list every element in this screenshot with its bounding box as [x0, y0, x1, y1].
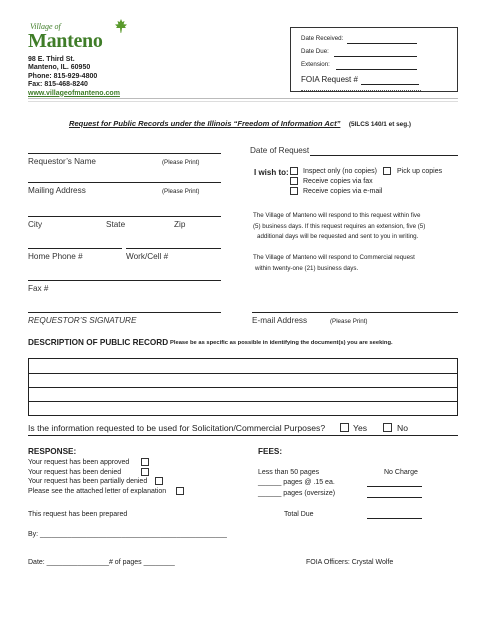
signature-label: REQUESTOR’S SIGNATURE — [28, 316, 137, 325]
commercial-notice — [253, 253, 415, 274]
city-label: City — [28, 220, 43, 229]
mailing-address-line[interactable] — [28, 182, 221, 183]
form-title-main: Request for Public Records under the Illinois “Freedom of Information Act” — [68, 119, 341, 128]
home-phone-line[interactable] — [28, 248, 122, 249]
commercial-no-checkbox[interactable] — [383, 423, 392, 432]
form-title-cite: (5ILCS 140/1 et seg.) — [348, 121, 412, 128]
copies-email-checkbox[interactable] — [290, 187, 298, 195]
foia-officers-label: FOIA Officers: Crystal Wolfe — [306, 559, 394, 566]
commercial-yes-checkbox[interactable] — [340, 423, 349, 432]
response-denied-label: Your request has been denied — [28, 469, 122, 476]
email-address-label: E-mail Address — [252, 316, 308, 325]
maple-leaf-icon — [114, 19, 128, 33]
total-due-line[interactable] — [367, 518, 422, 519]
zip-label: Zip — [174, 220, 186, 229]
inspect-only-checkbox[interactable] — [290, 167, 298, 175]
logo-script-text: Village of — [30, 22, 61, 31]
signature-line[interactable] — [28, 312, 221, 313]
fax-label: Fax # — [28, 284, 49, 293]
response-partially-denied-checkbox[interactable] — [155, 477, 163, 485]
foia-request-label: FOIA Request # — [301, 75, 358, 84]
requestor-name-line[interactable] — [28, 153, 221, 154]
date-of-request-line[interactable] — [310, 155, 458, 156]
dotted-cut-line — [301, 90, 421, 91]
description-row-divider-2 — [29, 387, 457, 388]
notice-1-line-2: (5) business days. If this request requires an extension, five (5) — [253, 222, 426, 230]
work-cell-line[interactable] — [126, 248, 221, 249]
fax-line-field[interactable] — [28, 280, 221, 281]
village-logo — [28, 22, 118, 54]
extension-label: Extension: — [301, 61, 330, 68]
description-row-divider-1 — [29, 373, 457, 374]
pages-15-field[interactable]: ______ pages @ .15 ea. — [258, 479, 335, 486]
office-use-box — [290, 27, 458, 92]
response-time-notice — [253, 211, 425, 243]
address-line-2: Manteno, IL. 60950 — [28, 64, 91, 72]
logo-name-text: Manteno — [28, 30, 103, 52]
city-state-zip-line[interactable] — [28, 216, 221, 217]
date-of-request-label: Date of Request — [250, 146, 310, 155]
commercial-question: Is the information requested to be used for Solicitation/Commercial Purposes? — [28, 423, 326, 433]
description-row-divider-3 — [29, 401, 457, 402]
commercial-no-label: No — [397, 423, 408, 433]
header-divider — [28, 98, 458, 99]
response-approved-label: Your request has been approved — [28, 459, 130, 466]
response-denied-checkbox[interactable] — [141, 468, 149, 476]
pages-oversize-amount-line[interactable] — [367, 497, 422, 498]
response-heading: RESPONSE: — [28, 447, 77, 456]
description-heading: DESCRIPTION OF PUBLIC RECORD — [28, 338, 169, 347]
date-received-line[interactable] — [347, 43, 417, 44]
phone-line: Phone: 815-929-4800 — [28, 72, 98, 80]
response-approved-checkbox[interactable] — [141, 458, 149, 466]
pages-oversize-field[interactable]: ______ pages (oversize) — [258, 490, 336, 497]
pages-15-amount-line[interactable] — [367, 486, 422, 487]
notice-2-line-2: within twenty-one (21) business days. — [255, 264, 359, 272]
request-prepared-label: This request has been prepared — [28, 511, 128, 518]
fax-line: Fax: 815-468-8240 — [28, 81, 88, 89]
commercial-divider — [28, 435, 458, 436]
inspect-only-label: Inspect only (no copies) — [303, 168, 377, 175]
no-charge-label: No Charge — [384, 469, 418, 476]
mailing-address-label: Mailing Address — [28, 186, 86, 195]
less-than-50-label: Less than 50 pages — [258, 469, 320, 476]
website-link[interactable]: www.villageofmanteno.com — [28, 89, 120, 97]
please-print-address: (Please Print) — [162, 188, 200, 195]
notice-2-line-1: The Village of Manteno will respond to Commercial request — [253, 254, 415, 261]
work-cell-label: Work/Cell # — [126, 252, 169, 261]
notice-1-line-1: The Village of Manteno will respond to this request within five — [253, 212, 421, 219]
date-due-label: Date Due: — [301, 48, 329, 55]
please-print-name: (Please Print) — [162, 159, 200, 166]
foia-request-line[interactable] — [361, 84, 419, 85]
response-partially-denied-label: Your request has been partially denied — [28, 478, 148, 485]
form-title — [0, 113, 480, 131]
description-box[interactable] — [28, 358, 458, 416]
pickup-copies-checkbox[interactable] — [383, 167, 391, 175]
date-received-label: Date Received: — [301, 35, 344, 42]
commercial-yes-label: Yes — [353, 423, 368, 433]
i-wish-to-label: I wish to: — [254, 168, 289, 177]
please-print-email: (Please Print) — [330, 318, 368, 325]
date-due-line[interactable] — [334, 56, 417, 57]
copies-fax-checkbox[interactable] — [290, 177, 298, 185]
extension-line[interactable] — [336, 69, 417, 70]
copies-fax-label: Receive copies via fax — [303, 178, 373, 185]
date-pages-field[interactable]: Date: ________________# of pages ________ — [28, 559, 175, 566]
home-phone-label: Home Phone # — [28, 252, 83, 261]
address-line-1: 98 E. Third St. — [28, 56, 75, 63]
state-label: State — [106, 220, 126, 229]
notice-1-line-3: additional days will be requested and sent to you in writing. — [257, 233, 419, 240]
requestor-name-label: Requestor’s Name — [28, 157, 96, 166]
description-instruction: Please be as specific as possible in identifying the document(s) you are seeking. — [170, 340, 393, 346]
fees-heading: FEES: — [258, 447, 283, 456]
header-divider-2 — [28, 101, 458, 102]
total-due-label: Total Due — [284, 511, 314, 518]
copies-email-label: Receive copies via e-mail — [303, 188, 383, 195]
see-letter-checkbox[interactable] — [176, 487, 184, 495]
village-address — [28, 56, 120, 98]
email-address-line[interactable] — [252, 312, 458, 313]
see-letter-label: Please see the attached letter of explanation — [28, 488, 167, 495]
prepared-by-field[interactable]: By: ________________________________________________ — [28, 531, 227, 538]
pickup-copies-label: Pick up copies — [397, 168, 443, 175]
